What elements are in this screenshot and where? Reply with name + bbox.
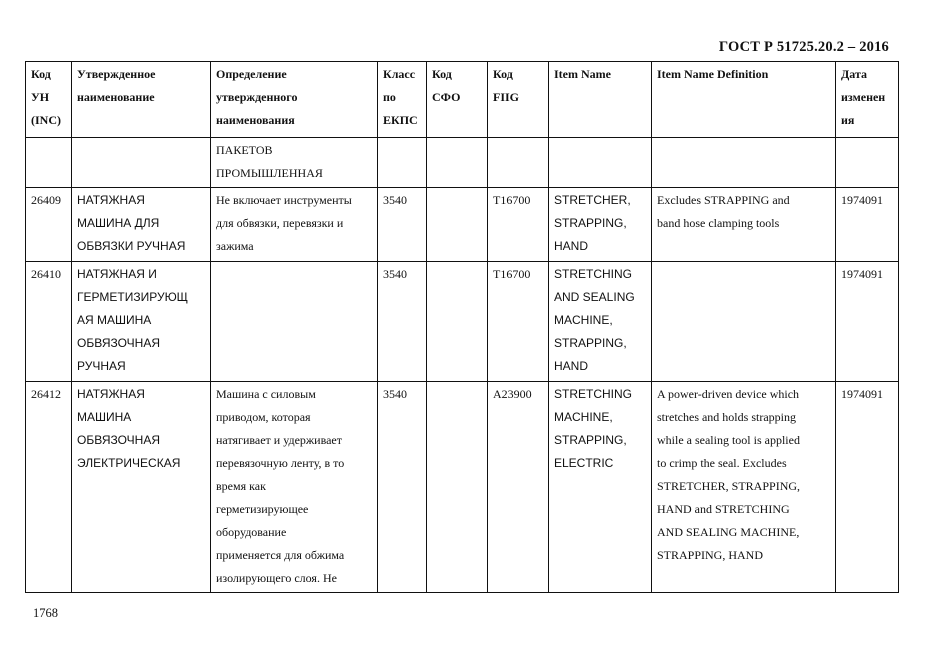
cell-text-line: 3540 xyxy=(383,193,407,207)
cell-fiig-code xyxy=(488,382,549,593)
cell-text-line: АЯ МАШИНА xyxy=(77,313,152,327)
cell-fiig-code xyxy=(488,262,549,382)
cell-change-date xyxy=(836,262,899,382)
cell-text-line: оборудование xyxy=(216,525,287,539)
column-header-line: утвержденного xyxy=(216,90,298,104)
column-header-fiig-code xyxy=(488,62,549,138)
column-header-ekps-class xyxy=(378,62,427,138)
cell-text-line: stretches and holds strapping xyxy=(657,410,796,424)
table-row xyxy=(26,188,899,262)
column-header-line: ЕКПС xyxy=(383,113,418,127)
column-header-line: Код xyxy=(31,67,51,81)
cell-ekps-class xyxy=(378,382,427,593)
table-header-row xyxy=(26,62,899,138)
cell-item-name-definition xyxy=(652,262,836,382)
cell-inc-code xyxy=(26,262,72,382)
cell-text-line: A power-driven device which xyxy=(657,387,800,401)
cell-inc-code xyxy=(26,138,72,188)
column-header-line: по xyxy=(383,90,396,104)
cell-name-definition xyxy=(211,262,378,382)
cell-text-line: STRAPPING, xyxy=(554,216,627,230)
cell-change-date xyxy=(836,382,899,593)
cell-text-line: A23900 xyxy=(493,387,532,401)
column-header-name-definition xyxy=(211,62,378,138)
column-header-line: наименования xyxy=(216,113,295,127)
cell-text-line: перевязочную ленту, в то xyxy=(216,456,345,470)
cell-text-line: НАТЯЖНАЯ xyxy=(77,193,145,207)
cell-text-line: HAND xyxy=(554,239,589,253)
cell-text-line: время как xyxy=(216,479,266,493)
cell-text-line: STRETCHING xyxy=(554,267,632,281)
column-header-line: Утвержденное xyxy=(77,67,156,81)
cell-text-line: ПАКЕТОВ xyxy=(216,143,273,157)
page-number: 1768 xyxy=(33,606,58,620)
cell-ekps-class xyxy=(378,188,427,262)
column-header-item-name-definition xyxy=(652,62,836,138)
cell-name-definition xyxy=(211,382,378,593)
cell-name-definition xyxy=(211,188,378,262)
cell-text-line: ELECTRIC xyxy=(554,456,614,470)
cell-text-line: применяется для обжима xyxy=(216,548,345,562)
cell-item-name xyxy=(549,188,652,262)
cell-text-line: T16700 xyxy=(493,267,531,281)
cell-text-line: HAND and STRETCHING xyxy=(657,502,790,516)
column-header-line: Item Name xyxy=(554,67,611,81)
cell-approved-name xyxy=(72,382,211,593)
cell-text-line: T16700 xyxy=(493,193,531,207)
cell-text-line: герметизирующее xyxy=(216,502,309,516)
cell-text-line: STRAPPING, HAND xyxy=(657,548,764,562)
cell-text-line: ЭЛЕКТРИЧЕСКАЯ xyxy=(77,456,181,470)
column-header-line: Код xyxy=(432,67,452,81)
cell-text-line: Excludes STRAPPING and xyxy=(657,193,790,207)
table-row xyxy=(26,138,899,188)
cell-text-line: ОБВЯЗОЧНАЯ xyxy=(77,336,160,350)
column-header-line: Дата xyxy=(841,67,867,81)
cell-text-line: РУЧНАЯ xyxy=(77,359,126,373)
column-header-line: FIIG xyxy=(493,90,520,104)
cell-text-line: STRETCHING xyxy=(554,387,632,401)
column-header-approved-name xyxy=(72,62,211,138)
cell-ekps-class xyxy=(378,262,427,382)
column-header-line: ия xyxy=(841,113,855,127)
cell-sfo-code xyxy=(427,382,488,593)
cell-item-name xyxy=(549,262,652,382)
cell-text-line: НАТЯЖНАЯ И xyxy=(77,267,157,281)
column-header-inc-code xyxy=(26,62,72,138)
cell-inc-code xyxy=(26,188,72,262)
column-header-line: изменен xyxy=(841,90,886,104)
cell-text-line: для обвязки, перевязки и xyxy=(216,216,344,230)
column-header-change-date xyxy=(836,62,899,138)
cell-change-date xyxy=(836,138,899,188)
cell-text-line: Машина с силовым xyxy=(216,387,316,401)
cell-inc-code xyxy=(26,382,72,593)
column-header-line: Класс xyxy=(383,67,416,81)
cell-text-line: MACHINE, xyxy=(554,410,613,424)
table-row xyxy=(26,262,899,382)
column-header-line: (INC) xyxy=(31,113,61,127)
cell-approved-name xyxy=(72,138,211,188)
cell-text-line: МАШИНА ДЛЯ xyxy=(77,216,160,230)
cell-fiig-code xyxy=(488,188,549,262)
cell-item-name xyxy=(549,138,652,188)
cell-text-line: 3540 xyxy=(383,267,407,281)
column-header-sfo-code xyxy=(427,62,488,138)
cell-sfo-code xyxy=(427,188,488,262)
cell-text-line: НАТЯЖНАЯ xyxy=(77,387,145,401)
column-header-item-name xyxy=(549,62,652,138)
cell-change-date xyxy=(836,188,899,262)
cell-text-line: Не включает инструменты xyxy=(216,193,352,207)
cell-text-line: AND SEALING xyxy=(554,290,635,304)
cell-ekps-class xyxy=(378,138,427,188)
table-body xyxy=(26,138,899,593)
cell-text-line: STRETCHER, xyxy=(554,193,631,207)
cell-text-line: 26409 xyxy=(31,193,61,207)
cell-text-line: MACHINE, xyxy=(554,313,613,327)
cell-sfo-code xyxy=(427,262,488,382)
cell-text-line: приводом, которая xyxy=(216,410,311,424)
document-standard-header: ГОСТ Р 51725.20.2 – 2016 xyxy=(718,39,889,55)
column-header-line: СФО xyxy=(432,90,461,104)
cell-text-line: 1974091 xyxy=(841,267,883,281)
cell-approved-name xyxy=(72,188,211,262)
cell-text-line: ОБВЯЗКИ РУЧНАЯ xyxy=(77,239,186,253)
cell-text-line: STRETCHER, STRAPPING, xyxy=(657,479,801,493)
cell-item-name-definition xyxy=(652,188,836,262)
cell-text-line: 26412 xyxy=(31,387,61,401)
cell-text-line: band hose clamping tools xyxy=(657,216,780,230)
cell-text-line: 1974091 xyxy=(841,193,883,207)
cell-item-name-definition xyxy=(652,138,836,188)
cell-text-line: 3540 xyxy=(383,387,407,401)
column-header-line: наименование xyxy=(77,90,155,104)
column-header-line: УН xyxy=(31,90,50,104)
cell-item-name-definition xyxy=(652,382,836,593)
table-row xyxy=(26,382,899,593)
cell-text-line: to crimp the seal. Excludes xyxy=(657,456,787,470)
cell-text-line: HAND xyxy=(554,359,589,373)
cell-text-line: STRAPPING, xyxy=(554,336,627,350)
cell-text-line: зажима xyxy=(216,239,254,253)
cell-text-line: AND SEALING MACHINE, xyxy=(657,525,800,539)
cell-text-line: while a sealing tool is applied xyxy=(657,433,800,447)
cell-text-line: изолирующего слоя. Не xyxy=(216,571,337,585)
cell-name-definition xyxy=(211,138,378,188)
cell-fiig-code xyxy=(488,138,549,188)
column-header-line: Определение xyxy=(216,67,287,81)
cell-text-line: 26410 xyxy=(31,267,61,281)
cell-text-line: ОБВЯЗОЧНАЯ xyxy=(77,433,160,447)
cell-text-line: 1974091 xyxy=(841,387,883,401)
cell-text-line: натягивает и удерживает xyxy=(216,433,343,447)
cell-text-line: ГЕРМЕТИЗИРУЮЩ xyxy=(77,290,188,304)
cell-approved-name xyxy=(72,262,211,382)
cell-text-line: МАШИНА xyxy=(77,410,132,424)
cell-text-line: STRAPPING, xyxy=(554,433,627,447)
catalog-table xyxy=(25,61,899,593)
cell-sfo-code xyxy=(427,138,488,188)
cell-text-line: ПРОМЫШЛЕННАЯ xyxy=(216,166,323,180)
cell-item-name xyxy=(549,382,652,593)
column-header-line: Item Name Definition xyxy=(657,67,769,81)
column-header-line: Код xyxy=(493,67,513,81)
